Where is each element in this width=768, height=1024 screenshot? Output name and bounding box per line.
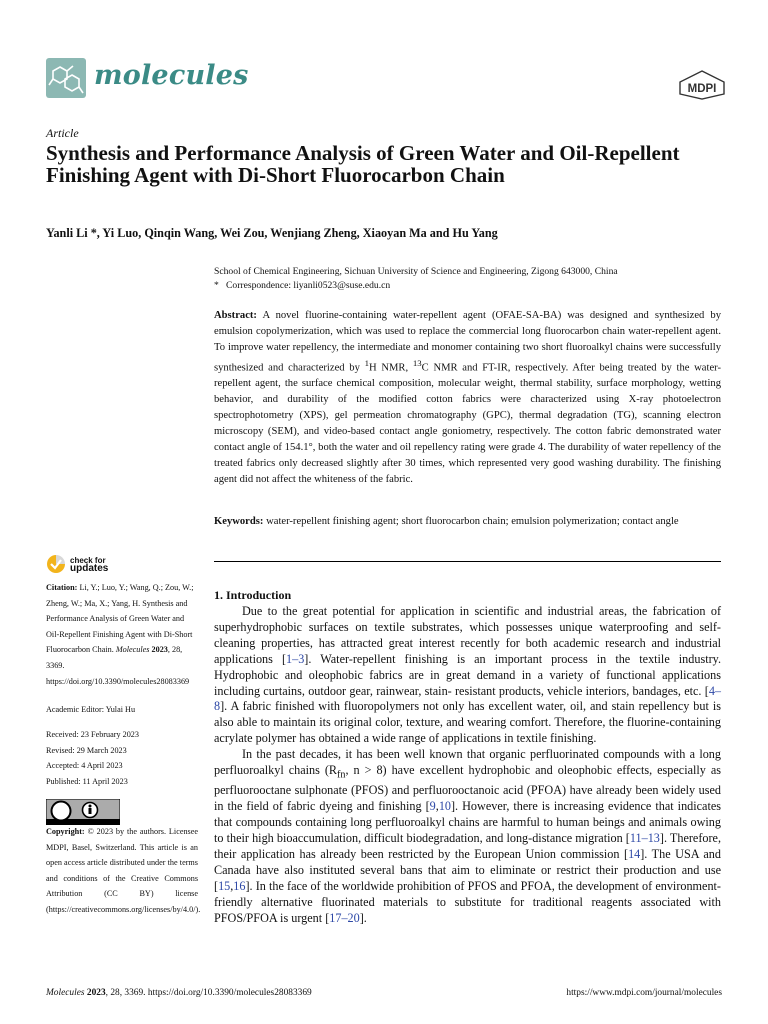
superscript: 1 <box>364 357 369 368</box>
citation-year: 2023 <box>151 645 168 655</box>
footer-citation <box>46 988 312 998</box>
check-label: updates <box>70 563 109 574</box>
copyright <box>46 824 201 918</box>
reference-link[interactable]: 17–20 <box>329 910 360 925</box>
check-for-updates-icon <box>46 554 66 576</box>
author-list: Yanli Li *, Yi Luo, Qinqin Wang, Wei Zou, Wenjiang Zheng, Xiaoyan Ma and Hu Yang <box>46 226 498 240</box>
molecules-logo-icon <box>46 58 86 98</box>
keywords-text: water-repellent finishing agent; short fluorocarbon chain; emulsion polymerization; contact angle <box>266 516 679 527</box>
footer-url[interactable]: https://www.mdpi.com/journal/molecules <box>566 988 722 998</box>
affiliation: School of Chemical Engineering, Sichuan University of Science and Engineering, Zigong 643000, China <box>214 266 618 277</box>
body-text: ]. The USA and Canada have also instituted several bans that aim to eliminate or restrict their production and use [ <box>214 847 721 893</box>
separator: , <box>435 799 439 814</box>
body-text: Due to the great potential for application in scientific and industrial areas, the fabrication of superhydrophobic surfaces on textile substrates, which possesses unique waterproofing and self-cleaning properties, has attracted great interest recently for both academic research and industrial applications [ <box>214 604 721 666</box>
body-text: ]. Therefore, their application has already been restricted by the European Union commission [ <box>214 831 722 862</box>
subscript: fn <box>337 769 346 781</box>
body-text: ]. However, there is increasing evidence that indicates that compounds containing long perfluoroalkyl chains are harmful to human beings and animals owing to their high bioaccumulation, difficult biodegradation, and long-distance migration [ <box>214 799 721 846</box>
publisher-name: MDPI <box>687 83 717 95</box>
publication-dates <box>46 727 198 789</box>
paragraph <box>214 604 721 747</box>
footer-year: 2023 <box>86 988 106 998</box>
footer-doi[interactable]: , 28, 3369. https://doi.org/10.3390/molecules28083369 <box>105 988 312 998</box>
body-text: ]. In the face of the worldwide prohibition of PFOS and PFOA, the development of environment-friendly alternative fluorinated materials to substitute for traditional reagents associated with PFOS/PFOA is urgent [ <box>214 878 721 925</box>
citation-journal: Molecules <box>115 645 150 655</box>
keywords-label: Keywords: <box>214 516 264 527</box>
reference-link[interactable]: 16 <box>233 878 246 893</box>
body-text: ]. <box>359 910 367 925</box>
abstract-text: H NMR, <box>369 362 413 374</box>
abstract-text: A novel fluorine-containing water-repellent agent (OFAE-SA-BA) was designed and synthesized by emulsion copolymerization, which was used to replace the commercial long fluorocarbon chain water-repellent agent. To improve water repellency, the intermediate and monomer containing two short fluoroalkyl chains were successfully synthesized and characterized by <box>214 310 721 374</box>
mdpi-logo-icon <box>678 70 726 100</box>
keywords <box>214 514 721 530</box>
superscript: 13 <box>412 357 422 368</box>
academic-editor: Academic Editor: Yulai Hu <box>46 705 136 714</box>
footer-journal: Molecules <box>46 988 85 998</box>
reference-link[interactable]: 11–13 <box>629 831 660 846</box>
correspondence-email[interactable]: Correspondence: liyanli0523@suse.edu.cn <box>226 280 391 291</box>
citation <box>46 580 198 689</box>
citation-label: Citation: <box>46 583 78 592</box>
correspondence <box>214 279 618 293</box>
article-type: Article <box>46 126 79 140</box>
affiliation-block <box>214 265 618 293</box>
body-text: , n > 8) have excellent hydrophobic and oleophobic effects, especially as perfluorooctane sulphonate (PFOS) and perfluorooctanoic acid (PFOA) have already been widely used in the field of fabric dyeing and finishing [ <box>214 763 721 814</box>
date-published: Published: 11 April 2023 <box>46 776 128 786</box>
abstract-text: C NMR and FT-IR, respectively. After being treated by the water-repellent agent, the surface chemical composition, molecular weight, thermal stability, surface morphology, wetting behavior, and durability of the modified cotton fabrics were characterized using X-ray photoelectron spectrophotometry (XPS), gel permeation chromatography (GPC), thermal degradation (TG), scanning electron microscopy (SEM), and video-based contact angle goniometry, respectively. The cotton fabric demonstrated water contact angle of 154.1°, both the water and oil repellency rating were grade 4. The durability of water repellency of the treated fabrics only decreased slightly after 30 times, which represented very good washing durability. The finishing agent did not affect the whiteness of the fabric. <box>214 362 721 485</box>
paragraph <box>214 747 721 926</box>
article-title: Synthesis and Performance Analysis of Green Water and Oil-Repellent Finishing Agent with Di-Short Fluorocarbon Chain <box>46 141 680 187</box>
reference-link[interactable]: 1–3 <box>286 651 305 666</box>
citation-text: Li, Y.; Luo, Y.; Wang, Q.; Zou, W.; Zheng, W.; Ma, X.; Yang, H. Synthesis and Performance Analysis of Green Water and Oil-Repellent Finishing Agent with Di-Short Fluorocarbon Chain. <box>46 583 194 655</box>
body-text: ]. Water-repellent finishing is an important process in the textile industry. Hydrophobic and oleophobic fabrics are in great demand in a variety of functional applications including curtains, outdoor gear, rainwear, stain- resistant products, vehicle interiors, bandages, etc. [ <box>214 651 721 698</box>
body-text: In the past decades, it has been well known that organic perfluorinated compounds with a long perfluoroalkyl chains (R <box>214 747 721 778</box>
date-revised: Revised: 29 March 2023 <box>46 745 127 755</box>
check-for-updates[interactable] <box>46 554 146 580</box>
date-accepted: Accepted: 4 April 2023 <box>46 761 123 771</box>
citation-doi[interactable]: , 28, 3369. https://doi.org/10.3390/molecules28083369 <box>46 645 190 686</box>
reference-link[interactable]: 15 <box>218 878 231 893</box>
abstract-label: Abstract: <box>214 310 257 321</box>
reference-link[interactable]: 14 <box>628 847 641 862</box>
correspondence-mark: * <box>214 280 219 291</box>
introduction-body <box>214 604 721 927</box>
reference-link[interactable]: 9 <box>429 799 436 814</box>
journal-header <box>46 58 726 102</box>
body-text: ]. A fabric finished with fluoropolymers not only has excellent water, oil, and stain repellency but is also able to maintain its original color, texture, and wearing comfort. Therefore, the fluorine-containing acrylate polymer has obtained a wide range of applications in textile finishing. <box>214 699 721 746</box>
reference-link[interactable]: 10 <box>438 799 451 814</box>
section-divider <box>214 561 721 562</box>
abstract <box>214 308 721 488</box>
cc-license-icon[interactable] <box>46 799 120 825</box>
journal-name: molecules <box>94 60 249 91</box>
check-label: check for <box>70 556 106 565</box>
separator: , <box>230 878 234 893</box>
date-received: Received: 23 February 2023 <box>46 730 139 739</box>
copyright-label: Copyright: <box>46 827 85 836</box>
copyright-text: © 2023 by the authors. Licensee MDPI, Basel, Switzerland. This article is an open access article distributed under the terms and conditions of the Creative Commons Attribution (CC BY) license (https://creativecommons.org/licenses/by/4.0/). <box>46 827 201 914</box>
reference-link[interactable]: 4–8 <box>214 683 721 714</box>
section-heading: 1. Introduction <box>214 588 292 602</box>
